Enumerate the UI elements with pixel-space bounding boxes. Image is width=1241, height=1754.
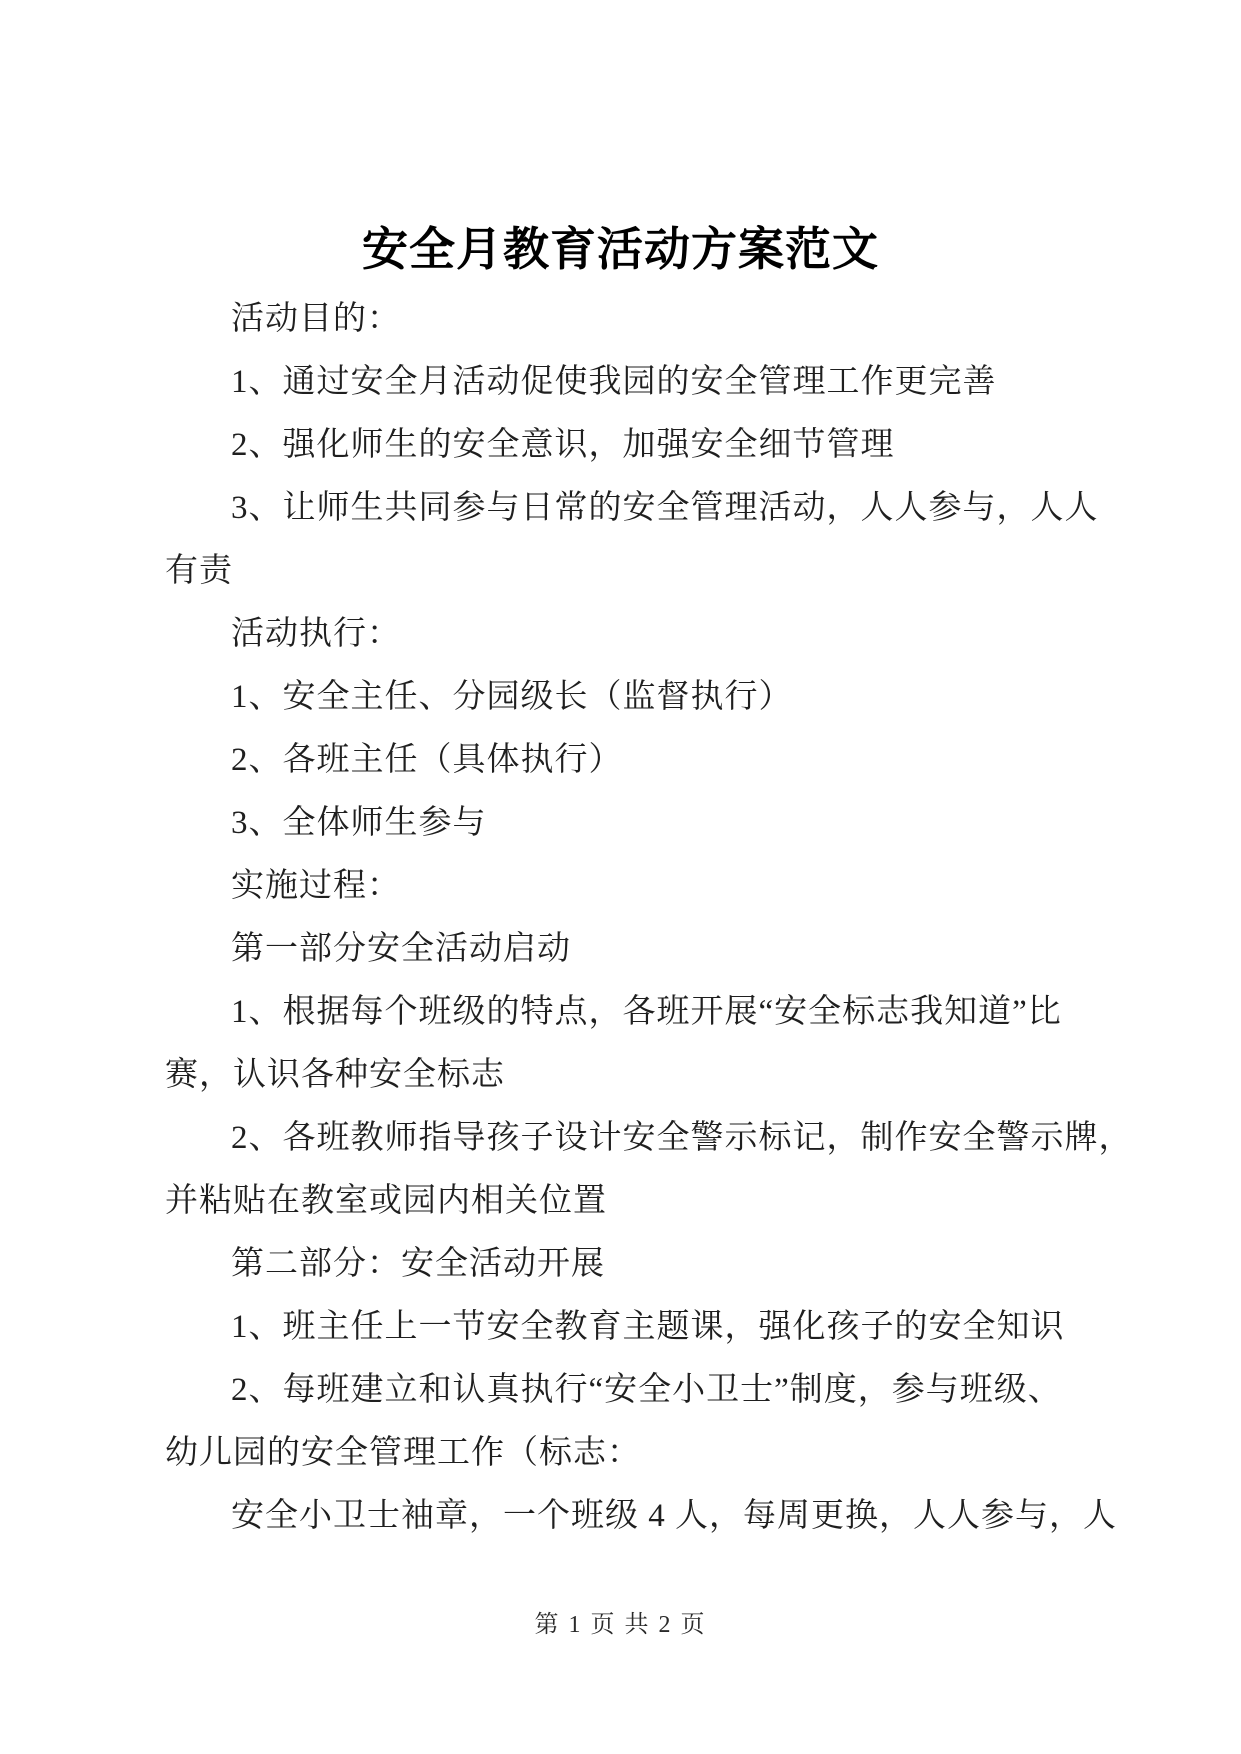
paragraph-line: 1、班主任上一节安全教育主题课，强化孩子的安全知识 [231, 1309, 1065, 1345]
document-body [0, 288, 1241, 1548]
page-number-label: 第 1 页 共 2 页 [534, 1612, 707, 1638]
paragraph-line: 第一部分安全活动启动 [231, 931, 571, 967]
paragraph-line: 2、每班建立和认真执行“安全小卫士”制度，参与班级、 [231, 1372, 1062, 1408]
paragraph-line: 安全小卫士袖章，一个班级 4 人，每周更换，人人参与，人 [231, 1498, 1117, 1534]
paragraph-line: 活动目的： [231, 301, 401, 337]
paragraph-line: 1、根据每个班级的特点，各班开展“安全标志我知道”比 [231, 994, 1062, 1030]
paragraph-line: 幼儿园的安全管理工作（标志： [165, 1435, 641, 1471]
paragraph-line: 2、各班教师指导孩子设计安全警示标记，制作安全警示牌， [231, 1120, 1133, 1156]
paragraph-line: 2、强化师生的安全意识，加强安全细节管理 [231, 427, 895, 463]
paragraph-line: 有责 [165, 553, 233, 589]
paragraph-line: 1、通过安全月活动促使我园的安全管理工作更完善 [231, 364, 997, 400]
paragraph-line: 活动执行： [231, 616, 401, 652]
paragraph-line: 并粘贴在教室或园内相关位置 [165, 1183, 607, 1219]
document-title: 安全月教育活动方案范文 [362, 224, 879, 275]
page-footer [0, 1611, 1241, 1639]
paragraph-line: 第二部分：安全活动开展 [231, 1246, 605, 1282]
paragraph-line: 实施过程： [231, 868, 401, 904]
paragraph-line: 3、全体师生参与 [231, 805, 487, 841]
paragraph-line: 1、安全主任、分园级长（监督执行） [231, 679, 793, 715]
paragraph-line: 赛，认识各种安全标志 [165, 1057, 505, 1093]
paragraph-line: 2、各班主任（具体执行） [231, 742, 623, 778]
paragraph-line: 3、让师生共同参与日常的安全管理活动，人人参与，人人 [231, 490, 1099, 526]
